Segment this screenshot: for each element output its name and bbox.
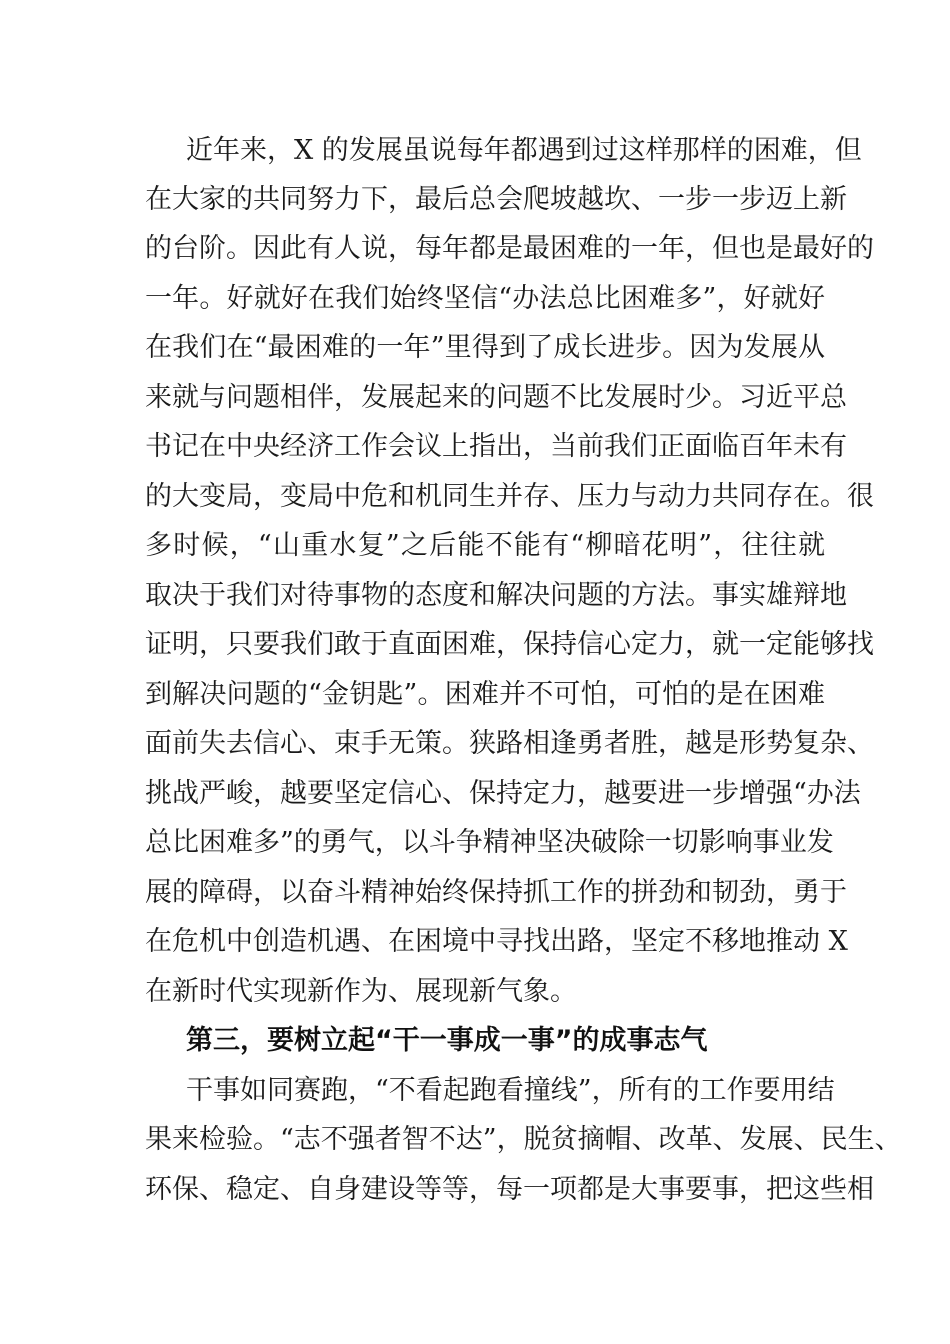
- paragraph-1-line-16: 展的障碍，以奋斗精神始终保持抓工作的拼劲和韧劲，勇于: [145, 877, 847, 908]
- paragraph-2-line-2: 果来检验。“志不强者智不达”，脱贫摘帽、改革、发展、民生、: [145, 1124, 902, 1155]
- paragraph-1-line-9: 多时候，“山重水复”之后能不能有“柳暗花明”，往往就: [145, 530, 825, 561]
- paragraph-1-line-5: 在我们在“最困难的一年”里得到了成长进步。因为发展从: [145, 332, 825, 363]
- paragraph-1-line-6: 来就与问题相伴，发展起来的问题不比发展时少。习近平总: [145, 382, 847, 413]
- paragraph-1-line-8: 的大变局，变局中危和机同生并存、压力与动力共同存在。很: [145, 481, 874, 512]
- paragraph-1-line-4: 一年。好就好在我们始终坚信“办法总比困难多”，好就好: [145, 283, 825, 314]
- paragraph-2-line-1: 干事如同赛跑，“不看起跑看撞线”，所有的工作要用结: [186, 1075, 835, 1106]
- paragraph-1-line-10: 取决于我们对待事物的态度和解决问题的方法。事实雄辩地: [145, 580, 847, 611]
- paragraph-1-line-12: 到解决问题的“金钥匙”。困难并不可怕，可怕的是在困难: [145, 679, 825, 710]
- paragraph-1-line-18: 在新时代实现新作为、展现新气象。: [145, 976, 577, 1007]
- paragraph-1-line-1: 近年来，X 的发展虽说每年都遇到过这样那样的困难，但: [186, 135, 862, 166]
- paragraph-1-line-17: 在危机中创造机遇、在困境中寻找出路，坚定不移地推动 X: [145, 926, 848, 957]
- paragraph-1-line-11: 证明，只要我们敢于直面困难，保持信心定力，就一定能够找: [145, 629, 874, 660]
- paragraph-1-line-14: 挑战严峻，越要坚定信心、保持定力，越要进一步增强“办法: [145, 778, 861, 809]
- paragraph-1-line-3: 的台阶。因此有人说，每年都是最困难的一年，但也是最好的: [145, 233, 874, 264]
- paragraph-1-line-7: 书记在中央经济工作会议上指出，当前我们正面临百年未有: [145, 431, 847, 462]
- paragraph-1-line-13: 面前失去信心、束手无策。狭路相逢勇者胜，越是形势复杂、: [145, 728, 874, 759]
- paragraph-1-line-15: 总比困难多”的勇气，以斗争精神坚决破除一切影响事业发: [145, 827, 834, 858]
- paragraph-1-line-2: 在大家的共同努力下，最后总会爬坡越坎、一步一步迈上新: [145, 184, 847, 215]
- section-heading: 第三，要树立起“干一事成一事”的成事志气: [186, 1025, 708, 1056]
- paragraph-2-line-3: 环保、稳定、自身建设等等，每一项都是大事要事，把这些相: [145, 1174, 874, 1205]
